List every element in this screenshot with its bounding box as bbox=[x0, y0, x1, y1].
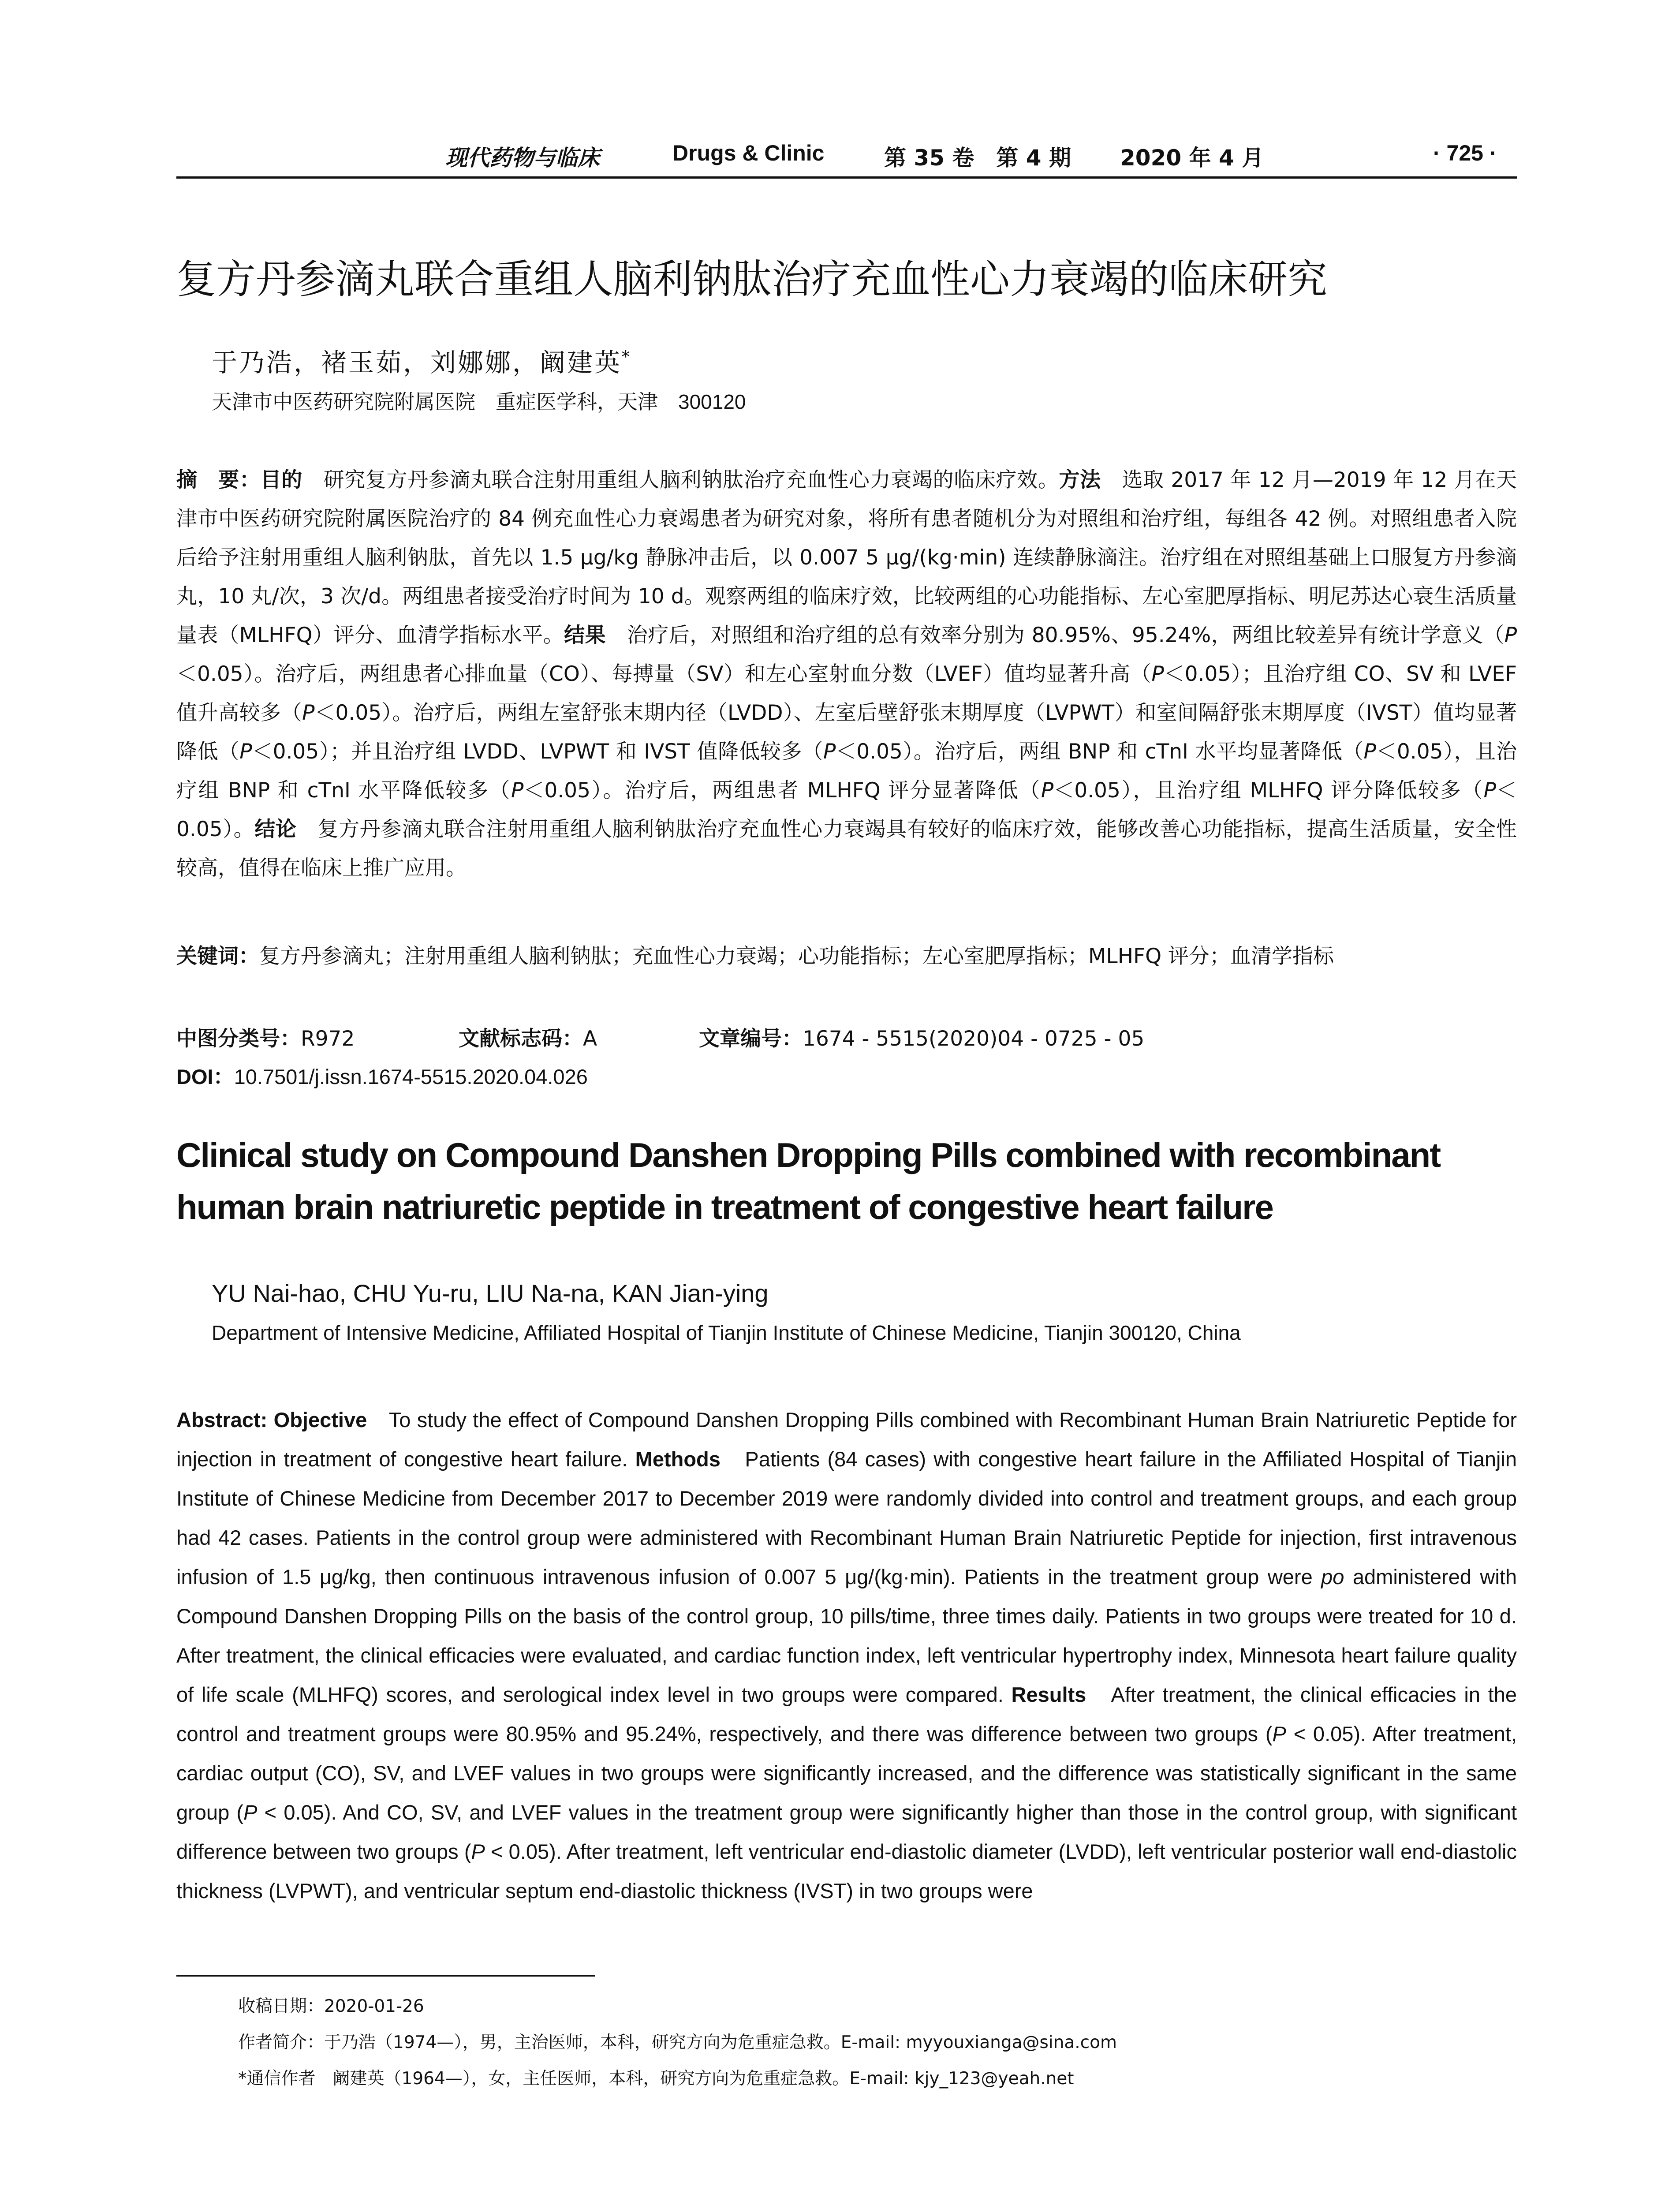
cn-conclusion-text: 复方丹参滴丸联合注射用重组人脑利钠肽治疗充血性心力衰竭具有较好的临床疗效，能够改善心功能指标，提高生活质量，安全性较高，值得在临床上推广应用。 bbox=[176, 817, 1517, 880]
doc-code bbox=[459, 1022, 597, 1052]
cn-results-text: ＜0.05）。 bbox=[176, 778, 1517, 841]
cn-results-text: ＜0.05），且治疗组 MLHFQ 评分降低较多（ bbox=[1053, 778, 1484, 803]
article-no-label: 文章编号： bbox=[699, 1027, 803, 1051]
doc-code-label: 文献标志码： bbox=[459, 1027, 583, 1051]
classification-line bbox=[176, 1022, 355, 1052]
cn-keywords-text: 复方丹参滴丸；注射用重组人脑利钠肽；充血性心力衰竭；心功能指标；左心室肥厚指标；MLHFQ 评分；血清学指标 bbox=[259, 944, 1334, 968]
p-symbol: P bbox=[243, 1801, 258, 1824]
footnote-author-bio: 作者简介：于乃浩（1974—），男，主治医师，本科，研究方向为危重症急救。E-mail: myyouxianga@sina.com bbox=[238, 2033, 1117, 2052]
en-results-text: < 0.05). After treatment, left ventricular end-diastolic diameter (LVDD), left ventricular posterior wall end-diastolic thickness (LVPWT), and ventricular septum end-diastolic thickness (IVST) in two groups were bbox=[176, 1840, 1517, 1902]
cn-results-label: 结果 bbox=[564, 623, 606, 647]
footnote-rule bbox=[176, 1975, 595, 1977]
cn-results-text: ＜0.05）。治疗后，两组左室舒张末期内径（LVDD）、左室后壁舒张末期厚度（LVPWT）和室间隔舒张末期厚度（IVST）值均显著降低（ bbox=[176, 701, 1517, 764]
doc-code-value: A bbox=[583, 1027, 597, 1051]
doi-line bbox=[176, 1061, 588, 1090]
en-abstract-label: Abstract: bbox=[176, 1408, 268, 1431]
journal-name-cn: 现代药物与临床 bbox=[445, 145, 600, 171]
cn-keywords-label: 关键词： bbox=[176, 944, 259, 968]
cn-authors bbox=[212, 342, 631, 379]
clc-label: 中图分类号： bbox=[176, 1027, 301, 1051]
p-symbol: P bbox=[1272, 1722, 1286, 1745]
footnote-received: 收稿日期：2020-01-26 bbox=[238, 1996, 424, 2016]
cn-conclusion-label: 结论 bbox=[254, 817, 297, 841]
en-results-text: < 0.05). And CO, SV, and LVEF values in the treatment group were significantly higher than those in the control group, with significant difference between two groups ( bbox=[176, 1801, 1517, 1863]
en-results-label: Results bbox=[1011, 1683, 1086, 1706]
doi-value: 10.7501/j.issn.1674-5515.2020.04.026 bbox=[234, 1065, 588, 1088]
cn-abstract bbox=[176, 461, 1517, 888]
cn-objective-label: 目的 bbox=[260, 468, 302, 492]
en-results-text: After treatment, the clinical efficacies in the control and treatment groups were 80.95% and 95.24%, respectively, and there was difference between two groups ( bbox=[176, 1683, 1517, 1745]
cn-keywords bbox=[176, 937, 1517, 976]
en-authors: YU Nai-hao, CHU Yu-ru, LIU Na-na, KAN Jian-ying bbox=[212, 1279, 769, 1307]
corresponding-mark: * bbox=[622, 348, 632, 366]
p-symbol: P bbox=[471, 1840, 485, 1863]
p-symbol: P bbox=[511, 778, 524, 803]
p-symbol: P bbox=[1363, 740, 1376, 764]
en-title: Clinical study on Compound Danshen Dropping Pills combined with recombinant human brain natriuretic peptide in treatment of congestive heart failure bbox=[176, 1136, 1441, 1226]
cn-results-text: 治疗后，对照组和治疗组的总有效率分别为 80.95%、95.24%，两组比较差异有统计学意义（ bbox=[606, 623, 1505, 647]
en-results-text: < 0.05). After treatment, cardiac output (CO), SV, and LVEF values in two groups were significantly increased, and the difference was statistically significant in the same group ( bbox=[176, 1722, 1517, 1824]
cn-objective-text: 研究复方丹参滴丸联合注射用重组人脑利钠肽治疗充血性心力衰竭的临床疗效。 bbox=[302, 468, 1059, 492]
journal-name-en: Drugs & Clinic bbox=[672, 141, 825, 165]
p-symbol: P bbox=[302, 701, 315, 725]
p-symbol: P bbox=[823, 740, 836, 764]
cn-author-names: 于乃浩，褚玉茹，刘娜娜，阚建英 bbox=[212, 348, 622, 377]
p-symbol: P bbox=[1504, 623, 1517, 647]
en-affiliation: Department of Intensive Medicine, Affiliated Hospital of Tianjin Institute of Chinese Medicine, Tianjin 300120, China bbox=[212, 1321, 1241, 1344]
en-methods-text: Patients (84 cases) with congestive heart failure in the Affiliated Hospital of Tianjin Institute of Chinese Medicine from December 2017 to December 2019 were randomly divided into control and treatment groups, and each group had 42 cases. Patients in the control group were administered with Recombinant Human Brain Natriuretic Peptide for injection, first intravenous infusion of 1.5 μg/kg, then continuous intravenous infusion of 0.007 5 μg/(kg·min). Patients in the treatment group were bbox=[176, 1447, 1517, 1588]
issue-date: 2020 年 4 月 bbox=[1120, 145, 1264, 171]
p-symbol: P bbox=[239, 740, 252, 764]
page-number: · 725 · bbox=[1433, 141, 1497, 165]
en-po-text: po bbox=[1321, 1565, 1344, 1588]
en-objective-label: Objective bbox=[273, 1408, 367, 1431]
cn-methods-label: 方法 bbox=[1059, 468, 1101, 492]
cn-results-text: ＜0.05），且治疗组 BNP 和 cTnI 水平降低较多（ bbox=[176, 740, 1517, 803]
cn-abstract-label: 摘 要： bbox=[176, 468, 261, 492]
cn-results-text: ＜0.05）；并且治疗组 LVDD、LVPWT 和 IVST 值降低较多（ bbox=[252, 740, 823, 764]
cn-affiliation: 天津市中医药研究院附属医院 重症医学科，天津 300120 bbox=[212, 390, 746, 413]
p-symbol: P bbox=[1483, 778, 1496, 803]
cn-results-text: ＜0.05）。治疗后，两组患者心排血量（CO）、每搏量（SV）和左心室射血分数（LVEF）值均显著升高（ bbox=[176, 662, 1152, 686]
cn-results-text: ＜0.05）。治疗后，两组患者 MLHFQ 评分显著降低（ bbox=[523, 778, 1041, 803]
cn-title: 复方丹参滴丸联合重组人脑利钠肽治疗充血性心力衰竭的临床研究 bbox=[176, 256, 1327, 303]
clc-value: R972 bbox=[301, 1027, 355, 1051]
cn-results-text: ＜0.05）；且治疗组 CO、SV 和 LVEF 值升高较多（ bbox=[176, 662, 1517, 725]
en-methods-text: administered with Compound Danshen Dropping Pills on the basis of the control group, 10 pills/time, three times daily. Patients in two groups were treated for 10 d. After treatment, the clinical efficacies were evaluated, and cardiac function index, left ventricular hypertrophy index, Minnesota heart failure quality of life scale (MLHFQ) scores, and serological index level in two groups were compared. bbox=[176, 1565, 1517, 1706]
footnote-corresponding: *通信作者 阚建英（1964—），女，主任医师，本科，研究方向为危重症急救。E-mail: kjy_123@yeah.net bbox=[238, 2069, 1074, 2089]
running-header bbox=[176, 140, 1517, 176]
p-symbol: P bbox=[1151, 662, 1164, 686]
doi-label: DOI： bbox=[176, 1065, 234, 1088]
en-abstract bbox=[176, 1400, 1517, 1910]
header-rule bbox=[176, 176, 1517, 179]
article-no-value: 1674 - 5515(2020)04 - 0725 - 05 bbox=[803, 1027, 1145, 1051]
p-symbol: P bbox=[1041, 778, 1054, 803]
cn-methods-text: 选取 2017 年 12 月—2019 年 12 月在天津市中医药研究院附属医院治疗的 84 例充血性心力衰竭患者为研究对象，将所有患者随机分为对照组和治疗组，每组各 42 例。对照组患者入院后给予注射用重组人脑利钠肽，首先以 1.5 μg/kg 静脉冲击后，以 0.007 5 μg/(kg·min) 连续静脉滴注。治疗组在对照组基础上口服复方丹参滴丸，10 丸/次，3 次/d。两组患者接受治疗时间为 10 d。观察两组的临床疗效，比较两组的心功能指标、左心室肥厚指标、明尼苏达心衰生活质量量表（MLHFQ）评分、血清学指标水平。 bbox=[176, 468, 1517, 647]
volume-issue: 第 35 卷 第 4 期 bbox=[884, 145, 1071, 171]
article-number bbox=[699, 1022, 1144, 1052]
cn-results-text: ＜0.05）。治疗后，两组 BNP 和 cTnI 水平均显著降低（ bbox=[836, 740, 1364, 764]
en-methods-label: Methods bbox=[635, 1447, 721, 1471]
en-objective-text: To study the effect of Compound Danshen Dropping Pills combined with Recombinant Human Brain Natriuretic Peptide for injection in treatment of congestive heart failure. bbox=[176, 1408, 1517, 1471]
